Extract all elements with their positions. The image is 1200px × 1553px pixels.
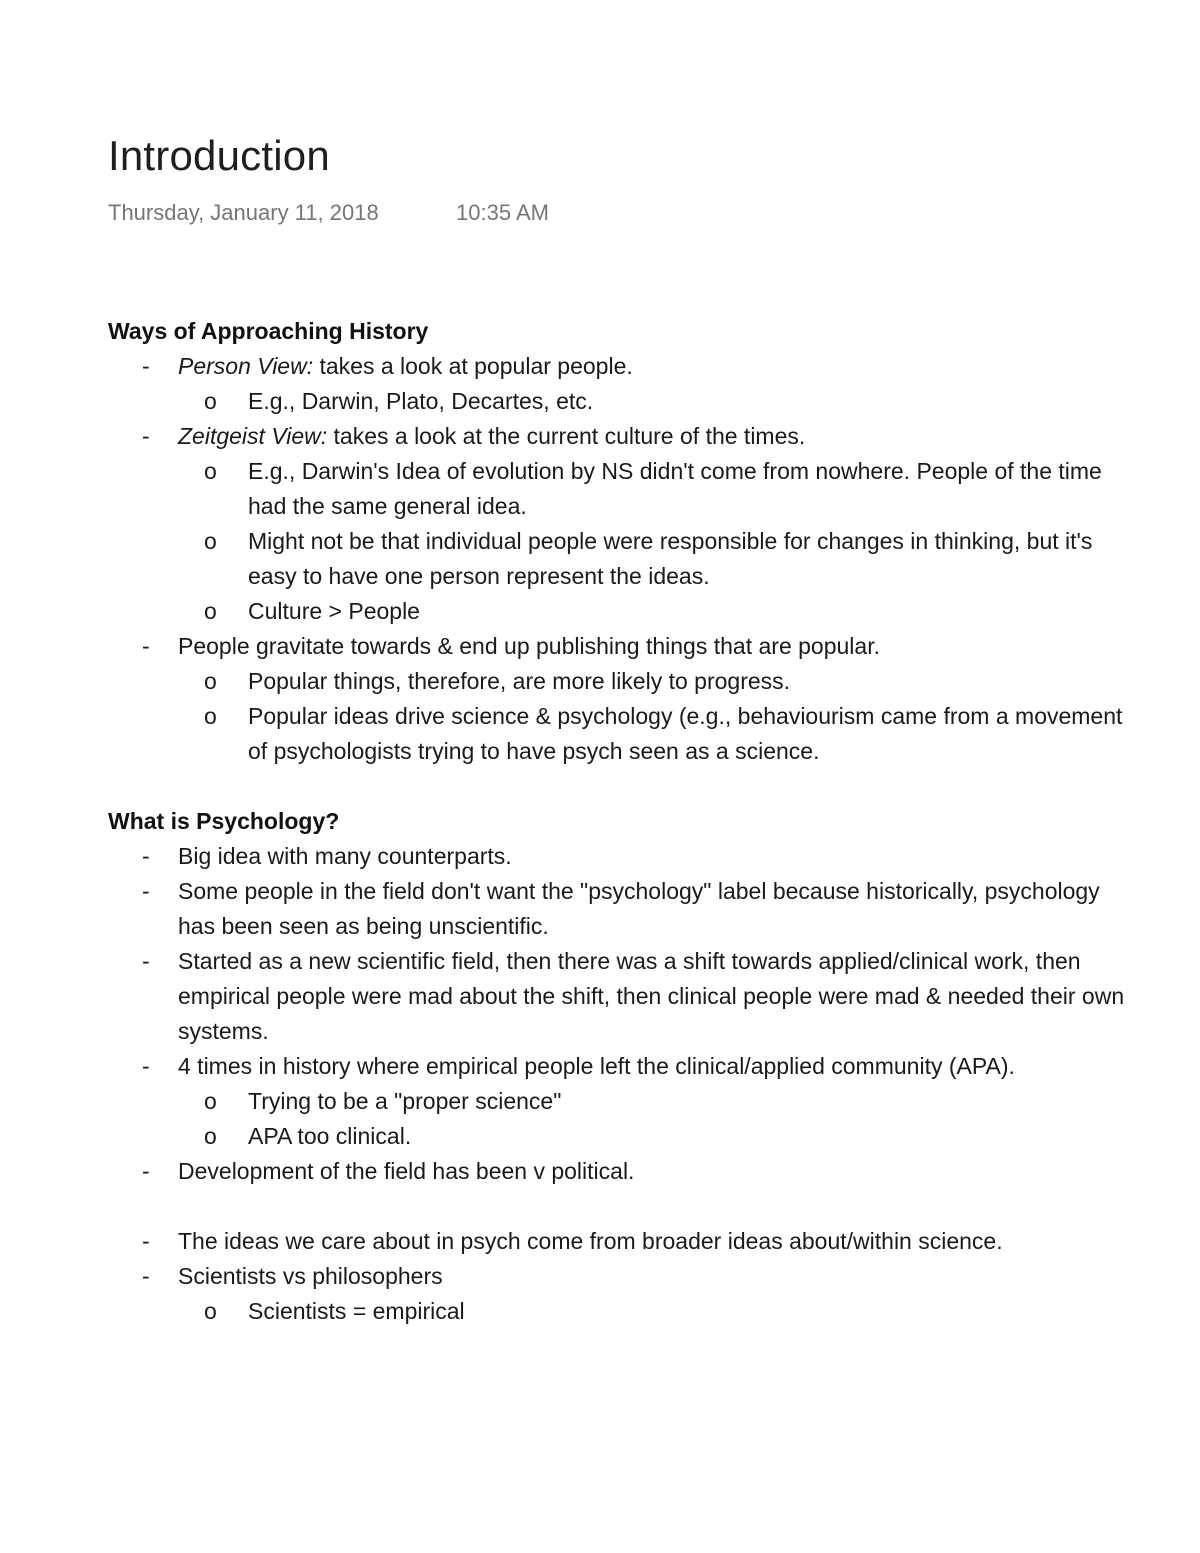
- bullet-item: [108, 944, 1138, 1049]
- dash-bullet: -: [142, 353, 150, 379]
- bullet-item: [108, 349, 1138, 384]
- bullet-text: takes a look at the current culture of the times.: [327, 423, 806, 449]
- bullet-item: [108, 629, 1138, 664]
- bullet-text: Started as a new scientific field, then there was a shift towards applied/clinical work, then empirical people were mad about the shift, then clinical people were mad & needed their own systems.: [178, 948, 1125, 1044]
- circle-bullet: o: [204, 528, 217, 554]
- list-spacer: [108, 1189, 1138, 1224]
- note-date: Thursday, January 11, 2018: [108, 200, 379, 225]
- section: [108, 314, 1138, 769]
- circle-bullet: o: [204, 1123, 217, 1149]
- page-title: Introduction: [108, 132, 330, 179]
- bullet-text: People gravitate towards & end up publishing things that are popular.: [178, 633, 880, 659]
- circle-bullet: o: [204, 1088, 217, 1114]
- circle-bullet: o: [204, 703, 217, 729]
- sub-bullet-item: [108, 594, 1138, 629]
- bullet-text: Some people in the field don't want the "psychology" label because historically, psychology has been seen as being unscientific.: [178, 878, 1100, 939]
- note-time: 10:35 AM: [456, 200, 549, 225]
- bullet-list: [108, 349, 1138, 769]
- sub-bullet-text: Trying to be a "proper science": [248, 1088, 562, 1114]
- bullet-text: Scientists vs philosophers: [178, 1263, 443, 1289]
- circle-bullet: o: [204, 1298, 217, 1324]
- sub-bullet-text: Popular things, therefore, are more likely to progress.: [248, 668, 791, 694]
- sub-bullet-item: [108, 699, 1138, 769]
- dash-bullet: -: [142, 633, 150, 659]
- bullet-text: Big idea with many counterparts.: [178, 843, 512, 869]
- bullet-text: takes a look at popular people.: [313, 353, 633, 379]
- dash-bullet: -: [142, 1263, 150, 1289]
- bullet-item: [108, 1049, 1138, 1084]
- bullet-item: [108, 874, 1138, 944]
- note-metadata: [108, 200, 549, 226]
- term-label: Zeitgeist View:: [178, 423, 328, 449]
- circle-bullet: o: [204, 388, 217, 414]
- dash-bullet: -: [142, 843, 150, 869]
- bullet-item: [108, 419, 1138, 454]
- sub-bullet-item: [108, 454, 1138, 524]
- bullet-list: [108, 839, 1138, 1329]
- bullet-text: The ideas we care about in psych come from broader ideas about/within science.: [178, 1228, 1003, 1254]
- dash-bullet: -: [142, 878, 150, 904]
- section: [108, 804, 1138, 1329]
- sub-bullet-item: [108, 1084, 1138, 1119]
- sub-bullet-text: Might not be that individual people were responsible for changes in thinking, but it's easy to have one person represent the ideas.: [248, 528, 1093, 589]
- circle-bullet: o: [204, 598, 217, 624]
- section-heading: Ways of Approaching History: [108, 318, 429, 344]
- sub-bullet-text: Scientists = empirical: [248, 1298, 465, 1324]
- sub-bullet-text: Culture > People: [248, 598, 420, 624]
- sub-bullet-text: E.g., Darwin, Plato, Decartes, etc.: [248, 388, 594, 414]
- bullet-item: [108, 1259, 1138, 1294]
- sub-bullet-item: [108, 1119, 1138, 1154]
- sub-bullet-item: [108, 384, 1138, 419]
- section-heading: What is Psychology?: [108, 808, 340, 834]
- sub-bullet-item: [108, 1294, 1138, 1329]
- dash-bullet: -: [142, 948, 150, 974]
- sub-bullet-item: [108, 524, 1138, 594]
- bullet-item: [108, 1224, 1138, 1259]
- dash-bullet: -: [142, 1053, 150, 1079]
- sub-bullet-text: APA too clinical.: [248, 1123, 412, 1149]
- bullet-text: Development of the field has been v political.: [178, 1158, 635, 1184]
- sub-bullet-text: E.g., Darwin's Idea of evolution by NS didn't come from nowhere. People of the time had the same general idea.: [248, 458, 1102, 519]
- term-label: Person View:: [178, 353, 314, 379]
- note-body: [108, 314, 1138, 1329]
- circle-bullet: o: [204, 458, 217, 484]
- bullet-text: 4 times in history where empirical people left the clinical/applied community (APA).: [178, 1053, 1015, 1079]
- bullet-item: [108, 839, 1138, 874]
- sub-bullet-item: [108, 664, 1138, 699]
- dash-bullet: -: [142, 1228, 150, 1254]
- bullet-item: [108, 1154, 1138, 1189]
- sub-bullet-text: Popular ideas drive science & psychology (e.g., behaviourism came from a movement of psychologists trying to have psych seen as a science.: [248, 703, 1123, 764]
- dash-bullet: -: [142, 423, 150, 449]
- dash-bullet: -: [142, 1158, 150, 1184]
- section-spacer: [108, 769, 1138, 804]
- circle-bullet: o: [204, 668, 217, 694]
